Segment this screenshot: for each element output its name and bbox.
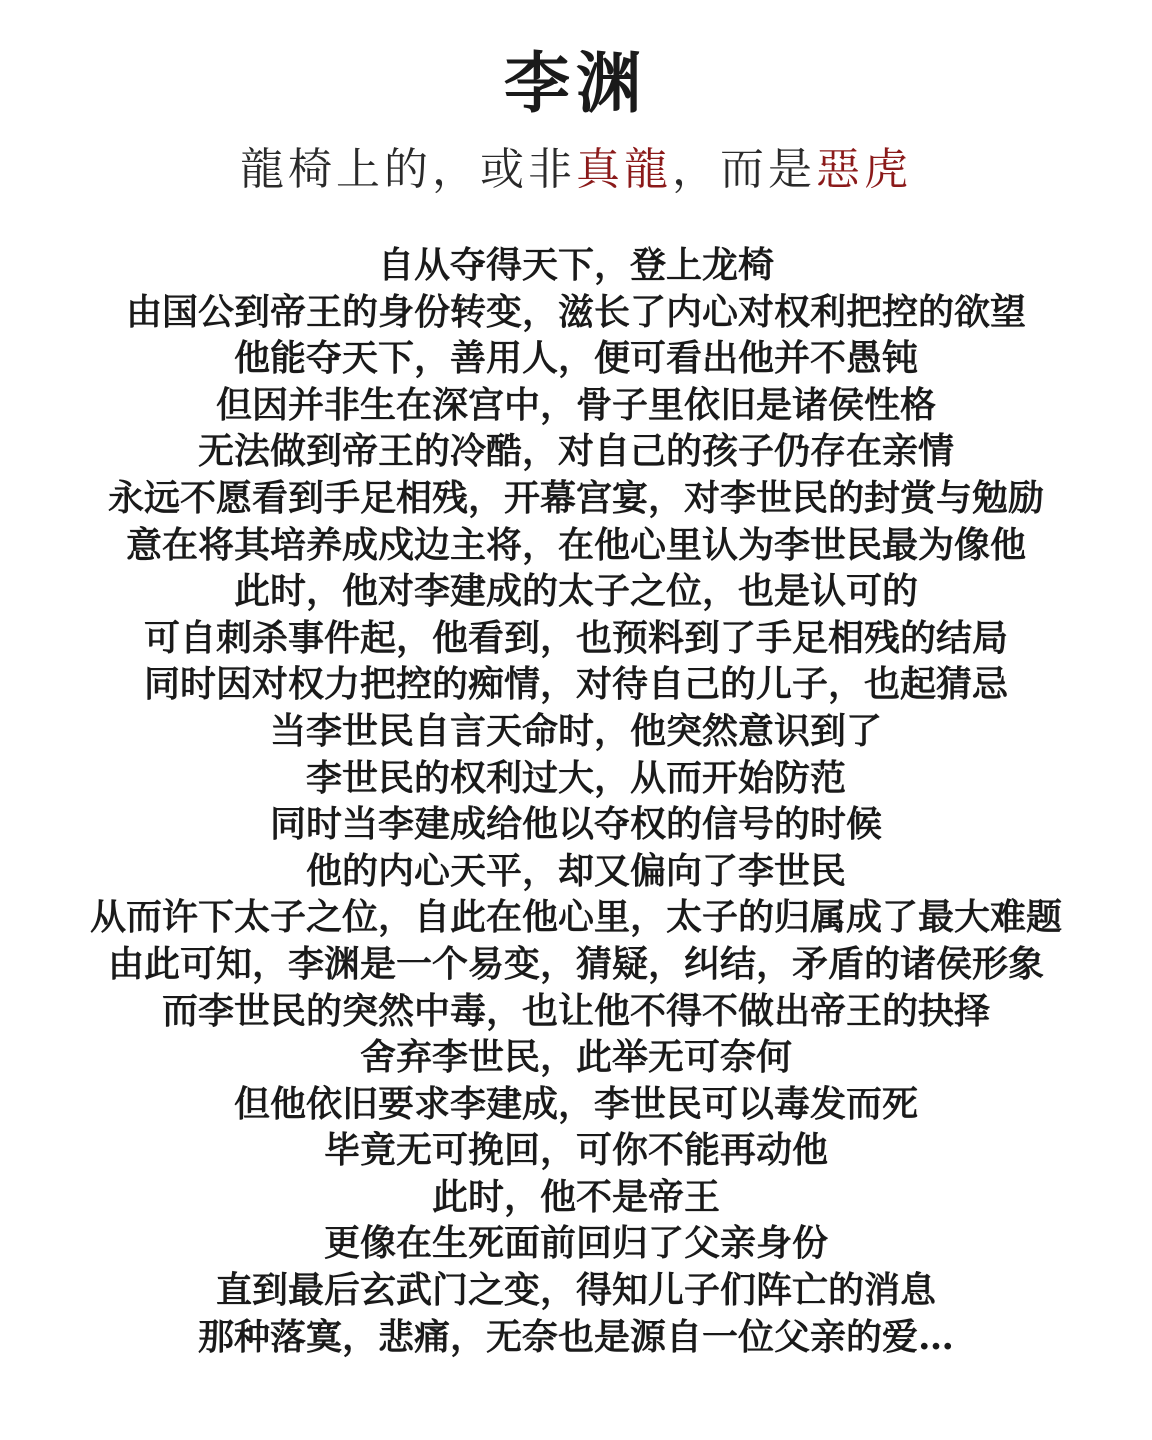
poem-line: 当李世民自言天命时，他突然意识到了	[269, 709, 882, 752]
poem-line: 但因并非生在深宫中，骨子里依旧是诸侯性格	[215, 383, 936, 426]
poem-line: 同时当李建成给他以夺权的信号的时候	[269, 803, 882, 846]
poem-line: 但他依旧要求李建成，李世民可以毒发而死	[233, 1082, 918, 1125]
poem-line: 可自刺杀事件起，他看到，也预料到了手足相残的结局	[143, 616, 1008, 659]
poem-line: 他能夺天下，善用人，便可看出他并不愚钝	[233, 337, 918, 380]
subtitle-text-2: ，而是	[672, 144, 816, 195]
poem-line: 同时因对权力把控的痴情，对待自己的儿子，也起猜忌	[143, 663, 1008, 706]
page-title: 李渊	[504, 44, 648, 122]
poem-line: 直到最后玄武门之变，得知儿子们阵亡的消息	[215, 1269, 936, 1312]
poem-line: 更像在生死面前回归了父亲身份	[323, 1222, 828, 1265]
poem-line: 毕竟无可挽回，可你不能再动他	[323, 1129, 828, 1172]
poem-line: 此时，他对李建成的太子之位，也是认可的	[233, 570, 918, 613]
subtitle-text-1: 龍椅上的，或非	[240, 144, 576, 195]
poem-line: 舍弃李世民，此举无可奈何	[359, 1036, 792, 1079]
poem-line: 永远不愿看到手足相残，开幕宫宴，对李世民的封赏与勉励	[107, 476, 1044, 519]
poem-line: 由此可知，李渊是一个易变，猜疑，纠结，矛盾的诸侯形象	[107, 942, 1044, 985]
poem-lines	[0, 242, 1152, 1360]
poem-line: 李世民的权利过大，从而开始防范	[305, 756, 846, 799]
subtitle-accent-1: 真龍	[576, 144, 672, 195]
subtitle-accent-2: 惡虎	[816, 144, 912, 195]
poem-line: 而李世民的突然中毒，也让他不得不做出帝王的抉择	[161, 989, 990, 1032]
poem-line: 自从夺得天下，登上龙椅	[377, 244, 774, 286]
poem-line: 由国公到帝王的身份转变，滋长了内心对权利把控的欲望	[125, 290, 1026, 333]
poem-line: 那种落寞，悲痛，无奈也是源自一位父亲的爱…	[197, 1315, 954, 1358]
page-subtitle	[0, 138, 1152, 202]
poem-line: 从而许下太子之位，自此在他心里，太子的归属成了最大难题	[89, 896, 1062, 939]
poem-line: 他的内心天平，却又偏向了李世民	[305, 849, 846, 892]
poem-line: 无法做到帝王的冷酷，对自己的孩子仍存在亲情	[197, 430, 954, 473]
poem-line: 此时，他不是帝王	[431, 1175, 720, 1218]
poem-line: 意在将其培养成戍边主将，在他心里认为李世民最为像他	[125, 523, 1026, 566]
